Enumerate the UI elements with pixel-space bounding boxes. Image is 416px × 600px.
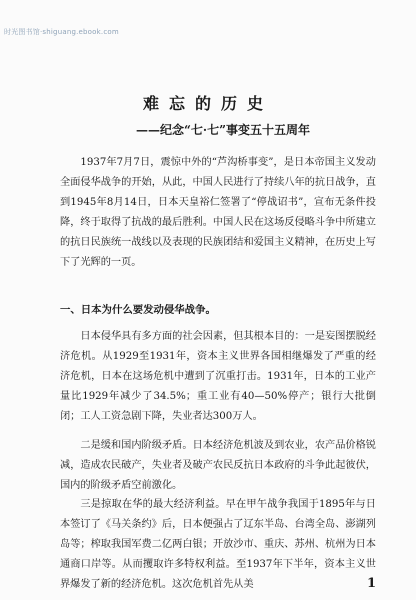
page-number: 1 xyxy=(367,576,377,591)
intro-paragraph: 1937年7月7日，震惊中外的“芦沟桥事变”，是日本帝国主义发动全面侵华战争的开始，从此，中国人民进行了持续八年的抗日战争，直到1945年8月14日，日本天皇裕仁签署了“停战诏书”，宣布无条件投降，终于取得了抗战的最后胜利。中国人民在这场反侵略斗争中所建立的抗日民族统一战线以及表现的民族团结和爱国主义精神，在历史上写下了光辉的一页。 xyxy=(60,157,376,268)
page-subtitle: ——纪念“七·七”事变五十五周年 xyxy=(136,123,310,137)
body-paragraph: 三是掠取在华的最大经济利益。早在甲午战争我国于1895年与日本签订了《马关条约》后，日本便强占了辽东半岛、台湾全岛、澎湖列岛等；榨取我国军费二亿两白银；开放沙市、重庆、苏州、杭州为日本通商口岸等。从而攫取许多特权利益。至1937年下半年，资本主义世界爆发了新的经济危机。这次危机首先从美 xyxy=(60,499,376,590)
body-paragraph: 二是缓和国内阶级矛盾。日本经济危机波及到农业，农产品价格锐减，造成农民破产，失业者及破产农民反抗日本政府的斗争此起彼伏，国内的阶级矛盾空前激化。 xyxy=(60,440,376,491)
watermark: 时光图书馆·shiguang.ebook.com xyxy=(4,28,119,36)
body-paragraph: 日本侵华具有多方面的社会因素，但其根本目的：一是妄图摆脱经济危机。从1929至1931年，资本主义世界各国相继爆发了严重的经济危机，日本在这场危机中遭到了沉重打击。1931年，日本的工业产量比1929年减少了34.5%；重工业有40—50%停产；银行大批倒闭；工人工资急剧下降，失业者达300万人。 xyxy=(60,331,376,422)
section-heading: 一、日本为什么要发动侵华战争。 xyxy=(60,304,216,316)
page-title: 难忘的历史 xyxy=(142,94,273,113)
